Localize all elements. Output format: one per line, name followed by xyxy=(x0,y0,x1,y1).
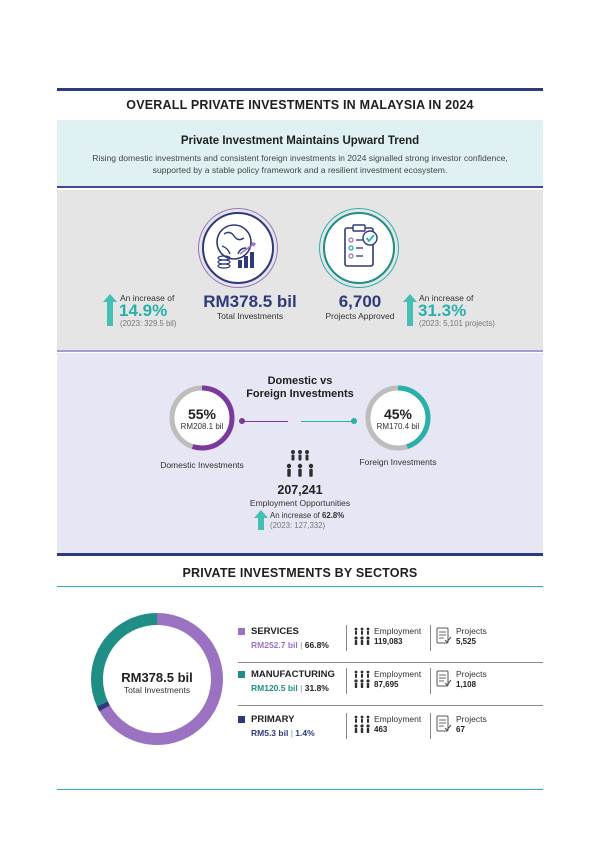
employment-label: Employment xyxy=(374,669,422,679)
sector-value-row xyxy=(251,728,315,738)
employment-label: Employment Opportunities xyxy=(249,498,351,508)
clipboard-check-icon xyxy=(323,212,395,284)
sector-share: 31.8% xyxy=(304,683,329,693)
projects-label: Projects xyxy=(456,626,487,636)
sector-projects: 67 xyxy=(456,725,465,734)
employment-value: 207,241 xyxy=(277,483,323,497)
projects-increase-pct: 31.3% xyxy=(418,301,467,320)
sector-value: RM120.5 bil xyxy=(251,683,298,693)
total-investments-value: RM378.5 bil xyxy=(203,292,297,311)
domestic-connector-dot xyxy=(239,418,245,424)
employment-prev-year: (2023: 127,332) xyxy=(270,521,326,530)
sector-column-divider xyxy=(346,668,347,694)
sector-color-swatch xyxy=(238,628,245,635)
sector-column-divider xyxy=(346,713,347,739)
people-group-icon xyxy=(353,670,371,690)
sector-employment: 463 xyxy=(374,725,388,734)
sector-divider: | xyxy=(300,640,303,650)
sector-name: MANUFACTURING xyxy=(251,669,335,680)
sector-column-divider xyxy=(430,713,431,739)
page-title: OVERALL PRIVATE INVESTMENTS IN MALAYSIA IN 2024 xyxy=(126,98,474,112)
sector-divider: | xyxy=(290,728,293,738)
sector-separator xyxy=(238,705,543,706)
projects-label: Projects xyxy=(456,714,487,724)
foreign-value: RM170.4 bil xyxy=(376,422,420,431)
document-check-icon xyxy=(436,669,452,689)
sector-column-divider xyxy=(430,625,431,651)
banner-title: Private Investment Maintains Upward Trend xyxy=(180,135,420,147)
increase-arrow-icon xyxy=(255,510,267,530)
domestic-pct: 55% xyxy=(187,406,217,422)
sector-share: 1.4% xyxy=(295,728,315,738)
document-check-icon xyxy=(436,626,452,646)
sector-column-divider xyxy=(430,668,431,694)
donut-center-label: Total Investments xyxy=(123,685,191,695)
intro-banner xyxy=(57,120,543,188)
domestic-foreign-title xyxy=(227,375,373,401)
people-group-icon xyxy=(282,449,318,479)
investment-globe-icon xyxy=(202,212,274,284)
sector-projects: 1,108 xyxy=(456,680,477,689)
projects-prev-year: (2023: 5,101 projects) xyxy=(419,319,495,328)
increase-arrow-icon xyxy=(404,294,416,326)
people-group-icon xyxy=(353,715,371,735)
projects-label: Projects xyxy=(456,669,487,679)
projects-approved-value: 6,700 xyxy=(338,292,382,311)
document-check-icon xyxy=(436,714,452,734)
employment-label: Employment xyxy=(374,714,422,724)
donut-center-value: RM378.5 bil xyxy=(121,670,193,685)
domestic-foreign-panel xyxy=(57,353,543,553)
sector-value: RM5.3 bil xyxy=(251,728,289,738)
sector-separator xyxy=(238,662,543,663)
total-investments-label: Total Investments xyxy=(216,311,284,321)
sector-divider: | xyxy=(300,683,303,693)
increase-arrow-icon xyxy=(104,294,116,326)
sector-projects: 5,525 xyxy=(456,637,477,646)
sector-column-divider xyxy=(346,625,347,651)
totals-panel xyxy=(57,190,543,352)
panel-bottom-rule xyxy=(57,553,543,556)
sector-value-row xyxy=(251,640,329,650)
people-group-icon xyxy=(353,627,371,647)
foreign-connector xyxy=(301,421,353,422)
investment-prev-year: (2023: 329.5 bil) xyxy=(120,319,177,328)
employment-increase-label: An increase of xyxy=(270,511,320,520)
domestic-foreign-title-line1: Domestic vs xyxy=(267,375,333,387)
employment-label: Employment xyxy=(374,626,422,636)
banner-text: Rising domestic investments and consistent foreign investments in 2024 signalled strong investor confidence, supported by a stable policy framework and a resilient investment ecosystem. xyxy=(92,153,508,175)
foreign-connector-dot xyxy=(351,418,357,424)
investment-increase-pct: 14.9% xyxy=(119,301,168,320)
sector-color-swatch xyxy=(238,716,245,723)
sectors-title: PRIVATE INVESTMENTS BY SECTORS xyxy=(182,566,418,580)
sector-value: RM252.7 bil xyxy=(251,640,298,650)
domestic-label: Domestic Investments xyxy=(160,460,244,470)
bottom-rule xyxy=(57,789,543,790)
sector-name: SERVICES xyxy=(251,626,299,637)
domestic-value: RM208.1 bil xyxy=(180,422,224,431)
sector-employment: 119,083 xyxy=(374,637,403,646)
employment-increase-pct: 62.8% xyxy=(322,511,345,520)
sector-employment: 87,695 xyxy=(374,680,399,689)
foreign-label: Foreign Investments xyxy=(359,457,437,467)
sector-value-row xyxy=(251,683,329,693)
sectors-rule xyxy=(57,586,543,587)
projects-approved-label: Projects Approved xyxy=(325,311,395,321)
employment-increase xyxy=(270,511,344,520)
domestic-connector xyxy=(242,421,288,422)
sector-name: PRIMARY xyxy=(251,714,295,725)
investment-increase-label: An increase of xyxy=(120,293,175,303)
domestic-foreign-title-line2: Foreign Investments xyxy=(246,388,354,400)
top-rule xyxy=(57,88,543,91)
foreign-pct: 45% xyxy=(383,406,413,422)
sector-share: 66.8% xyxy=(304,640,329,650)
sector-color-swatch xyxy=(238,671,245,678)
projects-increase-label: An increase of xyxy=(419,293,474,303)
